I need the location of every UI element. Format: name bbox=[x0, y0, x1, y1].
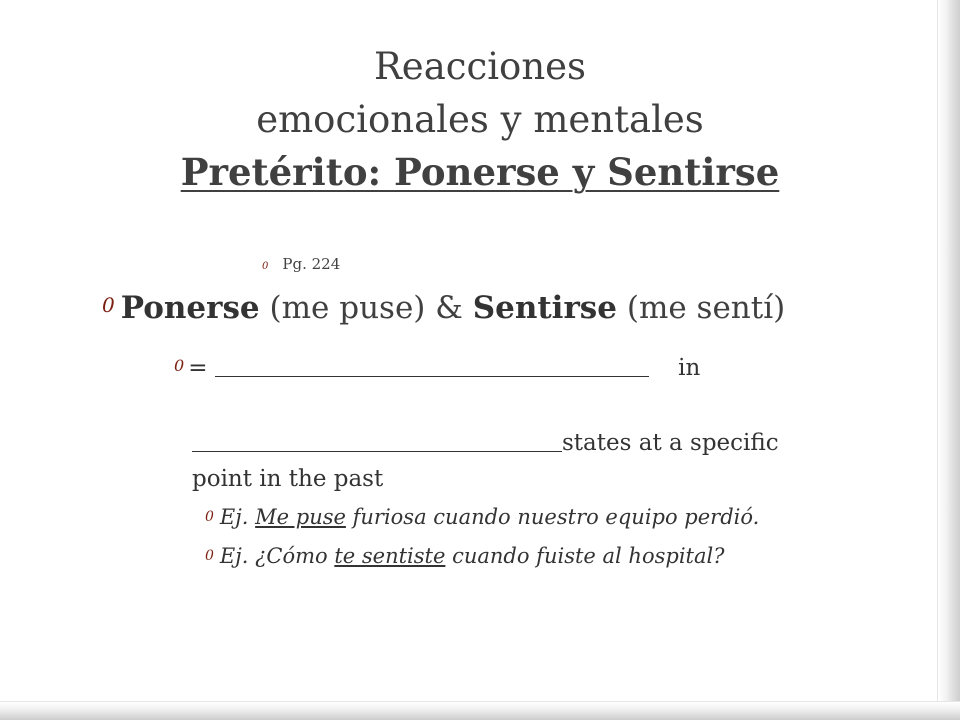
verb-ponerse: Ponerse bbox=[120, 290, 260, 326]
main-point bbox=[102, 290, 785, 326]
bullet-marker: 0 bbox=[174, 356, 185, 375]
definition-continuation bbox=[192, 425, 832, 497]
bullet-marker: 0 bbox=[102, 293, 115, 317]
title-line-2: emocionales y mentales bbox=[256, 98, 704, 141]
equals-sign: = bbox=[188, 355, 208, 381]
bullet-marker: 0 bbox=[205, 548, 214, 564]
example-1 bbox=[205, 505, 759, 529]
example-2 bbox=[205, 544, 724, 568]
slide-title bbox=[0, 40, 960, 199]
fill-in-blank-1 bbox=[215, 352, 649, 377]
example-2-underlined: te sentiste bbox=[334, 544, 446, 568]
example-1-prefix: Ej. bbox=[219, 505, 249, 529]
page-reference-text: Pg. 224 bbox=[282, 255, 341, 273]
example-1-underlined: Me puse bbox=[255, 505, 346, 529]
definition-in: in bbox=[678, 355, 701, 381]
title-line-3: Pretérito: Ponerse y Sentirse bbox=[180, 150, 780, 194]
fill-in-blank-2 bbox=[192, 427, 562, 452]
definition-line bbox=[174, 352, 700, 381]
example-2-rest: cuando fuiste al hospital? bbox=[452, 544, 725, 568]
bullet-marker: 0 bbox=[262, 261, 269, 272]
page-reference bbox=[262, 255, 340, 273]
verb-sentirse: Sentirse bbox=[472, 290, 617, 326]
ampersand: & bbox=[435, 290, 463, 326]
example-2-prefix: Ej. ¿Cómo bbox=[219, 544, 328, 568]
title-line-1: Reacciones bbox=[373, 45, 587, 88]
verb-sentirse-example: (me sentí) bbox=[626, 290, 786, 326]
states-text: states at a specific bbox=[562, 430, 779, 456]
continuation-text: point in the past bbox=[192, 466, 384, 492]
bullet-marker: 0 bbox=[205, 509, 214, 525]
example-1-rest: furiosa cuando nuestro equipo perdió. bbox=[352, 505, 760, 529]
verb-ponerse-example: (me puse) bbox=[269, 290, 426, 326]
paper-edge-bottom bbox=[0, 701, 960, 720]
